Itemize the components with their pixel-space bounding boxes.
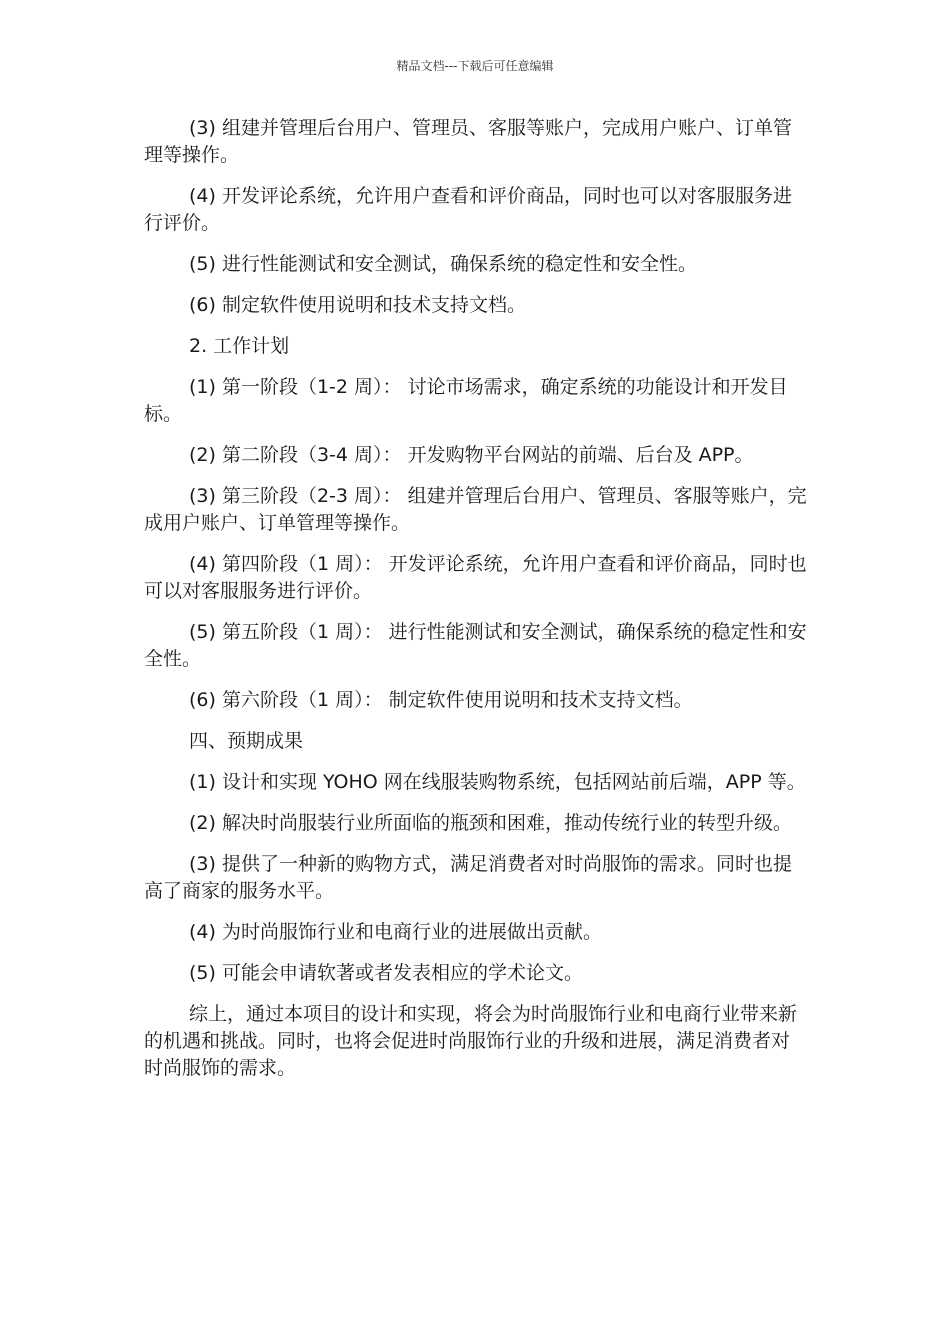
paragraph-result-2: (2) 解决时尚服装行业所面临的瓶颈和困难，推动传统行业的转型升级。: [189, 812, 792, 834]
paragraph-task-3: (3) 组建并管理后台用户、管理员、客服等账户，完成用户账户、订单管理等操作。: [144, 117, 792, 166]
paragraph-phase-6: (6) 第六阶段（1 周）： 制定软件使用说明和技术支持文档。: [189, 689, 693, 711]
paragraph-phase-5: (5) 第五阶段（1 周）： 进行性能测试和安全测试，确保系统的稳定性和安全性。: [144, 621, 807, 670]
paragraph-result-5: (5) 可能会申请软著或者发表相应的学术论文。: [189, 962, 583, 984]
paragraph-phase-4: (4) 第四阶段（1 周）： 开发评论系统，允许用户查看和评价商品，同时也可以对客服服务进行评价。: [144, 553, 807, 602]
paragraph-result-3: (3) 提供了一种新的购物方式，满足消费者对时尚服饰的需求。同时也提高了商家的服务水平。: [144, 853, 792, 902]
paragraph-task-5: (5) 进行性能测试和安全测试，确保系统的稳定性和安全性。: [189, 253, 697, 275]
paragraph-task-4: (4) 开发评论系统，允许用户查看和评价商品，同时也可以对客服服务进行评价。: [144, 185, 792, 234]
document-body: [144, 115, 808, 1096]
paragraph-conclusion: 综上，通过本项目的设计和实现，将会为时尚服饰行业和电商行业带来新的机遇和挑战。同时，也将会促进时尚服饰行业的升级和进展，满足消费者对时尚服饰的需求。: [144, 1003, 798, 1079]
page-header: 精品文档---下载后可任意编辑: [396, 59, 554, 73]
paragraph-task-6: (6) 制定软件使用说明和技术支持文档。: [189, 294, 526, 316]
section-heading-expected-results: 四、预期成果: [189, 730, 304, 752]
paragraph-phase-3: (3) 第三阶段（2-3 周）： 组建并管理后台用户、管理员、客服等账户，完成用户账户、订单管理等操作。: [144, 485, 807, 534]
paragraph-phase-2: (2) 第二阶段（3-4 周）： 开发购物平台网站的前端、后台及 APP。: [189, 444, 754, 466]
paragraph-phase-1: (1) 第一阶段（1-2 周）： 讨论市场需求，确定系统的功能设计和开发目标。: [144, 376, 788, 425]
paragraph-result-4: (4) 为时尚服饰行业和电商行业的进展做出贡献。: [189, 921, 602, 943]
paragraph-result-1: (1) 设计和实现 YOHO 网在线服装购物系统，包括网站前后端，APP 等。: [189, 771, 806, 793]
section-heading-work-plan: 2. 工作计划: [189, 335, 290, 357]
